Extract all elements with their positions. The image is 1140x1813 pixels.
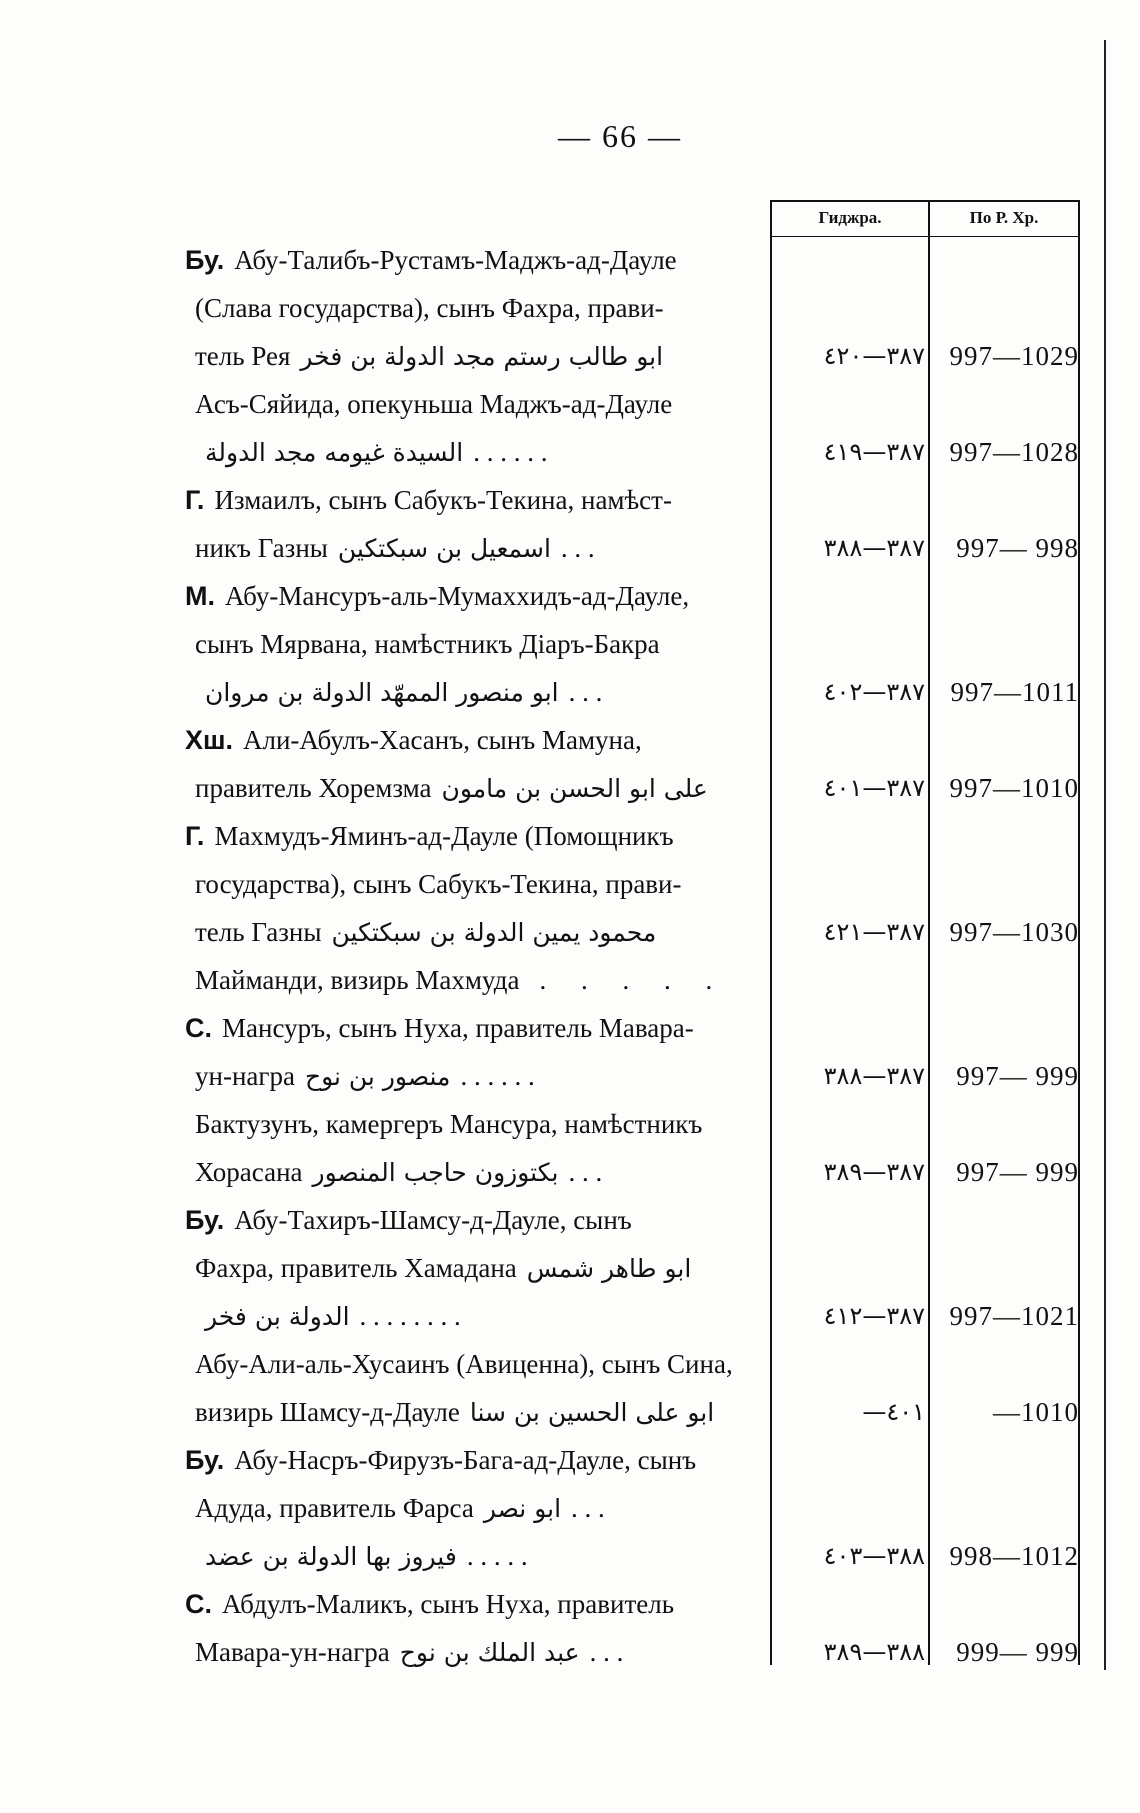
entry-text: Асъ-Сяйида, опекуньша Маджъ-ад-Дауле xyxy=(195,389,673,419)
hijra-date-cell xyxy=(775,1244,925,1292)
christ-date-cell xyxy=(935,716,1079,764)
christ-date-cell: 997— 999 xyxy=(956,1157,1079,1187)
christ-date-cell xyxy=(935,1340,1079,1388)
entry-leader-dots: . . . xyxy=(560,533,595,563)
entry-leader-dots: . . . xyxy=(589,1637,624,1667)
entry-line xyxy=(185,428,765,476)
hijra-date-cell xyxy=(775,1580,925,1628)
hijra-column-header: Гиджра. xyxy=(818,208,882,227)
entry-text: никъ Газны xyxy=(195,533,328,563)
entry-text: Абу-Талибъ-Рустамъ-Маджъ-ад-Дауле xyxy=(234,245,677,275)
entry-line xyxy=(185,1100,765,1148)
entry-arabic-name: بكتوزون حاجب المنصور xyxy=(312,1158,559,1187)
christ-date-cell xyxy=(935,620,1079,668)
christ-date-cell: 997—1028 xyxy=(949,437,1079,467)
entry-line xyxy=(185,1484,765,1532)
hijra-date-cell: ٣٨٧—٣٨٩ xyxy=(823,1158,925,1186)
christ-date-cell: 997— 998 xyxy=(956,533,1079,563)
hijra-date-cell: ٣٨٨—٤٠٣ xyxy=(823,1542,925,1570)
entry-text: Фахра, правитель Хамадана xyxy=(195,1253,517,1283)
entry-arabic-name: الدولة بن فخر xyxy=(205,1302,350,1331)
hijra-date-cell xyxy=(775,860,925,908)
entry-text: визирь Шамсу-д-Дауле xyxy=(195,1397,460,1427)
hijra-date-cell: ٣٨٨—٣٨٩ xyxy=(823,1638,925,1666)
entry-line xyxy=(185,1340,765,1388)
entry-arabic-name: ابو منصور الممهّد الدولة بن مروان xyxy=(205,678,559,707)
entry-leader-dots: . . . . . . xyxy=(473,437,548,467)
entry-ruler-tag: Г. xyxy=(185,821,205,851)
entry-text: тель Рея xyxy=(195,341,291,371)
hijra-date-cell xyxy=(775,380,925,428)
hijra-date-cell xyxy=(775,812,925,860)
hijra-date-cell xyxy=(775,1100,925,1148)
entry-arabic-name: ابو طاهر شمس xyxy=(526,1254,692,1283)
entry-text: (Слава государства), сынъ Фахра, прави- xyxy=(195,293,664,323)
entry-text: Абу-Али-аль-Хусаинъ (Авиценна), сынъ Сина, xyxy=(195,1349,733,1379)
entry-line xyxy=(185,1532,765,1580)
entry-line xyxy=(185,764,765,812)
entry-leader-dots: . . . xyxy=(568,677,603,707)
christ-date-cell xyxy=(935,476,1079,524)
christ-date-cell xyxy=(935,956,1079,1004)
hijra-date-cell: ٣٨٧—٤٠٢ xyxy=(823,678,925,706)
christ-date-cell: 998—1012 xyxy=(949,1541,1079,1571)
entry-text: Измаилъ, сынъ Сабукъ-Текина, намѣст- xyxy=(214,485,672,515)
christ-column-header: По Р. Хр. xyxy=(969,208,1039,227)
entry-text: государства), сынъ Сабукъ-Текина, прави- xyxy=(195,869,682,899)
hijra-date-cell xyxy=(775,716,925,764)
entry-arabic-name: محمود يمين الدولة بن سبكتكين xyxy=(331,918,657,947)
entry-line xyxy=(185,1148,765,1196)
entry-line xyxy=(185,332,765,380)
entry-arabic-name: السيدة غيومه مجد الدولة xyxy=(205,438,464,467)
entry-line xyxy=(185,1292,765,1340)
entry-text: ун-награ xyxy=(195,1061,295,1091)
hijra-date-cell xyxy=(775,956,925,1004)
entry-text: Бактузунъ, камергеръ Мансура, намѣстникъ xyxy=(195,1109,703,1139)
hijra-date-cell xyxy=(775,1004,925,1052)
hijra-date-cell: ٣٨٧—٤٢١ xyxy=(823,918,925,946)
entry-line xyxy=(185,1580,765,1628)
hijra-date-cell: ٣٨٧—٣٨٨ xyxy=(823,534,925,562)
entry-text: Абдулъ-Маликъ, сынъ Нуха, правитель xyxy=(222,1589,675,1619)
table-middle-rule xyxy=(928,200,930,1665)
christ-date-cell xyxy=(935,1244,1079,1292)
entry-leader-dots: . . . . . . xyxy=(460,1061,535,1091)
entry-line xyxy=(185,1244,765,1292)
entry-arabic-name: ابو على الحسين بن سنا xyxy=(469,1398,715,1427)
entry-ruler-tag: М. xyxy=(185,581,215,611)
entry-leader-dots: . . . . . xyxy=(466,1541,528,1571)
christ-date-cell xyxy=(935,236,1079,284)
entry-text: сынъ Мярвана, намѣстникъ Діаръ-Бакра xyxy=(195,629,660,659)
entry-text: правитель Хоремзма xyxy=(195,773,432,803)
christ-date-cell: 997—1010 xyxy=(949,773,1079,803)
entry-ruler-tag: С. xyxy=(185,1589,212,1619)
hijra-date-cell xyxy=(775,1196,925,1244)
christ-date-cell: 997—1029 xyxy=(949,341,1079,371)
christ-date-cell xyxy=(935,1196,1079,1244)
hijra-date-cell xyxy=(775,1436,925,1484)
entry-ruler-tag: Бу. xyxy=(185,1205,225,1235)
entry-ruler-tag: Г. xyxy=(185,485,205,515)
hijra-date-cell xyxy=(775,236,925,284)
hijra-date-cell: ٣٨٧—٤٢٠ xyxy=(823,342,925,370)
hijra-date-cell xyxy=(775,572,925,620)
entry-line xyxy=(185,956,765,1004)
entry-text: Али-Абулъ-Хасанъ, сынъ Мамуна, xyxy=(243,725,642,755)
hijra-date-cell: ٣٨٧—٤١٢ xyxy=(823,1302,925,1330)
page-number: — 66 — xyxy=(558,118,682,154)
entry-text: тель Газны xyxy=(195,917,322,947)
entry-line xyxy=(185,1388,765,1436)
entry-text: Абу-Мансуръ-аль-Мумаххидъ-ад-Дауле, xyxy=(225,581,690,611)
hijra-date-cell xyxy=(775,620,925,668)
entry-text: Адуда, правитель Фарса xyxy=(195,1493,474,1523)
christ-date-cell: 999— 999 xyxy=(956,1637,1079,1667)
christ-date-cell: 997— 999 xyxy=(956,1061,1079,1091)
entry-line xyxy=(185,284,765,332)
christ-date-cell: 997—1030 xyxy=(949,917,1079,947)
christ-date-cell xyxy=(935,812,1079,860)
entry-line xyxy=(185,668,765,716)
entry-arabic-name: منصور بن نوح xyxy=(304,1062,451,1091)
table-top-rule xyxy=(770,200,1080,202)
hijra-date-cell xyxy=(775,476,925,524)
entry-ruler-tag: Хш. xyxy=(185,725,234,755)
entry-line xyxy=(185,620,765,668)
entry-arabic-name: اسمعيل بن سبكتكين xyxy=(337,534,551,563)
entry-arabic-name: ابو نصر xyxy=(483,1494,562,1523)
entry-line xyxy=(185,380,765,428)
entry-arabic-name: عبد الملك بن نوح xyxy=(399,1638,580,1667)
christ-date-cell xyxy=(935,860,1079,908)
christ-date-cell: 997—1011 xyxy=(950,677,1079,707)
entry-line xyxy=(185,572,765,620)
christ-date-cell xyxy=(935,1436,1079,1484)
entry-arabic-name: فيروز بها الدولة بن عضد xyxy=(205,1542,457,1571)
entry-text: Майманди, визирь Махмуда xyxy=(195,965,520,995)
entry-line xyxy=(185,524,765,572)
entry-arabic-name: ابو طالب رستم مجد الدولة بن فخر xyxy=(300,342,664,371)
hijra-date-cell: ٣٨٧—٤٠١ xyxy=(823,774,925,802)
entry-line xyxy=(185,716,765,764)
hijra-date-cell xyxy=(775,284,925,332)
christ-date-cell xyxy=(935,1580,1079,1628)
hijra-date-cell: ٣٨٧—٤١٩ xyxy=(823,438,925,466)
page-edge-rule xyxy=(1104,40,1106,1670)
hijra-date-cell xyxy=(775,1340,925,1388)
entry-line xyxy=(185,860,765,908)
hijra-date-cell: —٤٠١ xyxy=(862,1398,925,1426)
entry-text: Мансуръ, сынъ Нуха, правитель Мавара- xyxy=(222,1013,694,1043)
entry-text: Абу-Тахиръ-Шамсу-д-Дауле, сынъ xyxy=(234,1205,632,1235)
entry-line xyxy=(185,1052,765,1100)
entry-line xyxy=(185,812,765,860)
entry-ruler-tag: С. xyxy=(185,1013,212,1043)
entry-line xyxy=(185,476,765,524)
entry-leader-dots: . . . . . xyxy=(539,965,727,995)
entry-leader-dots: . . . xyxy=(571,1493,605,1523)
hijra-date-cell xyxy=(775,1484,925,1532)
entry-text: Махмудъ-Яминъ-ад-Дауле (Помощникъ xyxy=(214,821,674,851)
christ-date-cell: 997—1021 xyxy=(949,1301,1079,1331)
entry-line xyxy=(185,236,765,284)
table-left-rule xyxy=(770,200,772,1665)
entry-arabic-name: على ابو الحسن بن مامون xyxy=(441,774,708,803)
entry-leader-dots: . . . xyxy=(568,1157,603,1187)
christ-date-cell xyxy=(935,284,1079,332)
christ-date-cell xyxy=(935,1484,1079,1532)
entry-line xyxy=(185,1196,765,1244)
christ-date-cell xyxy=(935,1004,1079,1052)
entry-leader-dots: . . . . . . . . xyxy=(359,1301,461,1331)
entry-text: Мавара-ун-награ xyxy=(195,1637,390,1667)
entry-ruler-tag: Бу. xyxy=(185,1445,225,1475)
christ-date-cell xyxy=(935,380,1079,428)
entry-line xyxy=(185,908,765,956)
christ-date-cell xyxy=(935,1100,1079,1148)
entry-line xyxy=(185,1628,765,1676)
hijra-date-cell: ٣٨٧—٣٨٨ xyxy=(823,1062,925,1090)
entry-line xyxy=(185,1436,765,1484)
christ-date-cell: —1010 xyxy=(993,1397,1079,1427)
christ-date-cell xyxy=(935,572,1079,620)
entry-text: Хорасана xyxy=(195,1157,303,1187)
entry-ruler-tag: Бу. xyxy=(185,245,225,275)
entry-line xyxy=(185,1004,765,1052)
entry-text: Абу-Насръ-Фирузъ-Бага-ад-Дауле, сынъ xyxy=(234,1445,697,1475)
